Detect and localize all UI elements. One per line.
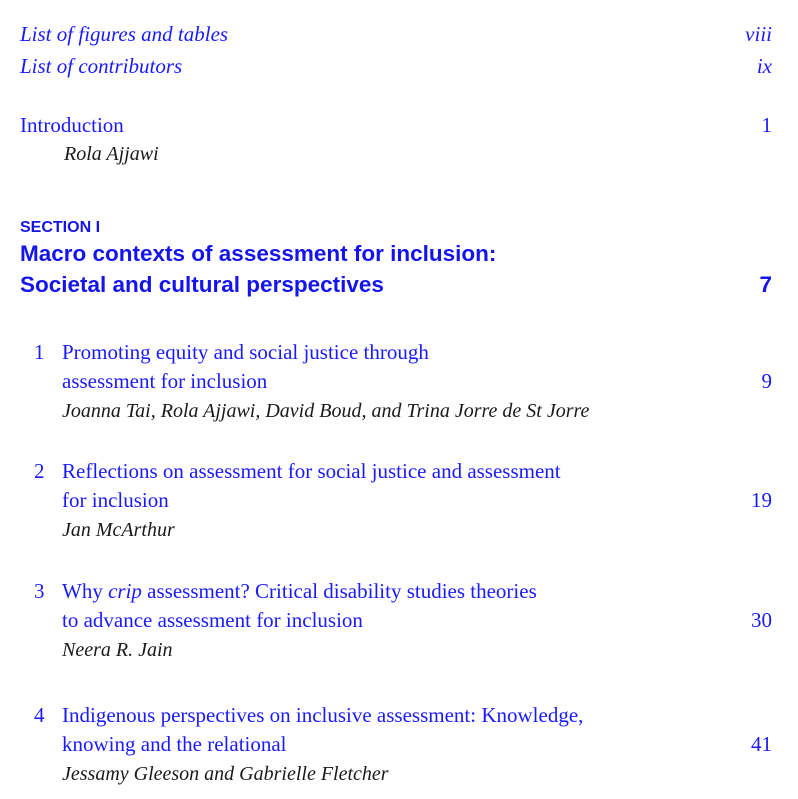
chapter-title: [62, 577, 772, 635]
chapter-title-line: Promoting equity and social justice through: [62, 340, 429, 364]
chapter-number: 2: [34, 459, 45, 483]
toc-entry-chapter-1[interactable]: [34, 338, 772, 426]
chapter-number: 1: [34, 340, 45, 364]
section-page-number: 7: [759, 272, 772, 297]
toc-entry-chapter-3[interactable]: [34, 577, 772, 665]
chapter-page-number: 41: [751, 732, 772, 756]
chapter-title: [62, 457, 772, 515]
chapter-page-number: 9: [761, 369, 772, 393]
chapter-authors: Neera R. Jain: [62, 639, 173, 661]
chapter-number: 3: [34, 579, 45, 603]
chapter-title-line: knowing and the relational: [62, 732, 287, 756]
section-title: [20, 238, 772, 300]
chapter-title-text: assessment? Critical disability studies theories: [141, 579, 537, 603]
chapter-title-line: Reflections on assessment for social justice and assessment: [62, 459, 561, 483]
chapter-title-line: for inclusion: [62, 488, 169, 512]
entry-page-number: viii: [745, 22, 772, 46]
chapter-title-line: to advance assessment for inclusion: [62, 608, 363, 632]
section-label: SECTION I: [20, 219, 101, 236]
chapter-title-text: Why: [62, 579, 109, 603]
toc-entry-chapter-2[interactable]: [34, 457, 772, 545]
toc-entry-introduction[interactable]: [20, 111, 772, 169]
chapter-authors: Joanna Tai, Rola Ajjawi, David Boud, and Trina Jorre de St Jorre: [62, 400, 590, 422]
entry-title: List of figures and tables: [20, 22, 229, 46]
chapter-authors: Jessamy Gleeson and Gabrielle Fletcher: [62, 763, 389, 785]
entry-author: Rola Ajjawi: [64, 143, 159, 165]
chapter-page-number: 30: [751, 608, 772, 632]
entry-title: List of contributors: [20, 54, 183, 78]
toc-entry-chapter-4[interactable]: [34, 701, 772, 789]
chapter-title-line: [62, 577, 772, 606]
chapter-title-italic: crip: [108, 579, 142, 603]
toc-entry-figures-tables[interactable]: [20, 20, 772, 49]
chapter-title-line: assessment for inclusion: [62, 369, 268, 393]
chapter-title-line: Indigenous perspectives on inclusive assessment: Knowledge,: [62, 703, 584, 727]
section-title-line: Macro contexts of assessment for inclusion:: [20, 241, 497, 266]
entry-title: Introduction: [20, 113, 124, 137]
section-title-line: Societal and cultural perspectives: [20, 272, 384, 297]
toc-entry-contributors[interactable]: [20, 52, 772, 81]
chapter-title: [62, 338, 772, 396]
chapter-title: [62, 701, 772, 759]
entry-page-number: 1: [761, 113, 772, 137]
section-heading[interactable]: [20, 219, 772, 300]
entry-page-number: ix: [756, 54, 772, 78]
chapter-page-number: 19: [751, 488, 772, 512]
chapter-number: 4: [34, 703, 45, 727]
chapter-authors: Jan McArthur: [62, 519, 175, 541]
